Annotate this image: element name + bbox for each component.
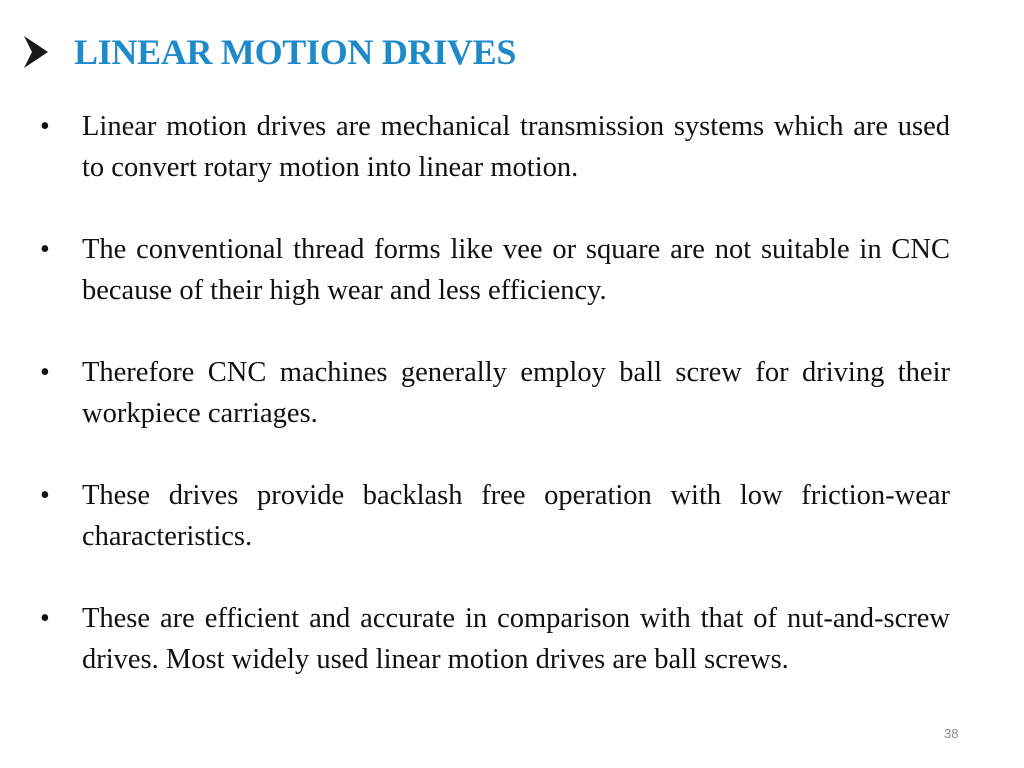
bullet-dot-icon: • [40, 234, 50, 265]
slide-title-row [22, 28, 516, 76]
bullet-dot-icon: • [40, 111, 50, 142]
slide-title: LINEAR MOTION DRIVES [74, 32, 517, 72]
bullet-dot-icon: • [40, 603, 50, 634]
bullet-text: Therefore CNC machines generally employ ball screw for driving their workpiece carriages. [82, 357, 950, 429]
bullet-item [40, 475, 950, 557]
bullet-list [40, 106, 950, 721]
arrowhead-bullet-icon [22, 32, 50, 72]
bullet-text: Linear motion drives are mechanical transmission systems which are used to convert rotary motion into linear motion. [82, 111, 950, 183]
bullet-item [40, 598, 950, 680]
bullet-item [40, 106, 950, 188]
page-number: 38 [944, 726, 959, 741]
bullet-text: These drives provide backlash free operation with low friction-wear characteristics. [82, 480, 950, 552]
bullet-text: These are efficient and accurate in comparison with that of nut-and-screw drives. Most widely used linear motion drives are ball screws. [82, 603, 950, 675]
bullet-item [40, 352, 950, 434]
bullet-dot-icon: • [40, 480, 50, 511]
bullet-text: The conventional thread forms like vee or square are not suitable in CNC because of their high wear and less efficiency. [82, 234, 950, 306]
bullet-item [40, 229, 950, 311]
bullet-dot-icon: • [40, 357, 50, 388]
